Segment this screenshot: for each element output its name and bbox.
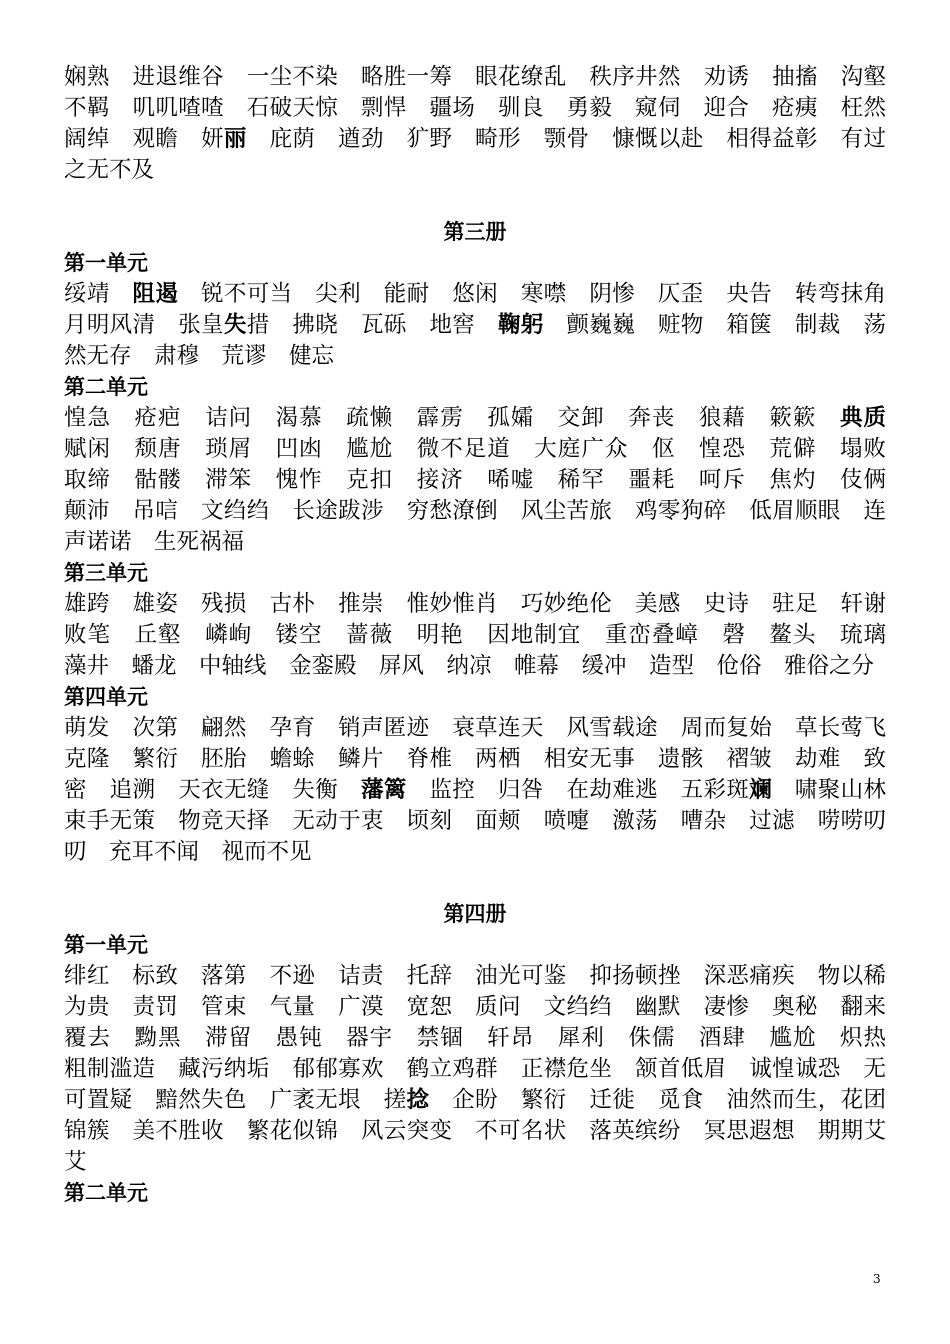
word-run: 企盼 繁衍 迁徙 觅食 油然而生，花团锦簇 美不胜收 繁花似锦 风云突变 不可名状 落英缤纷 冥思遐想 期期艾艾 <box>64 1087 886 1175</box>
volume-3-unit-2-title: 第二单元 <box>64 375 148 399</box>
volume-3-unit-3-title: 第三单元 <box>64 561 148 585</box>
volume-3-unit-3-words <box>64 589 909 682</box>
volume-3-title: 第三册 <box>443 220 507 244</box>
word-run: 赋闲 颓唐 琐屑 凹凼 尴尬 微不足道 大庭广众 伛 惶恐 荒僻 塌败 取缔 骷髅 滞笨 愧怍 克扣 接济 唏嘘 稀罕 噩耗 呵斥 焦灼 伎俩 颠沛 吊唁 文绉绉 长途跋涉 穷愁潦倒 风尘苦旅 鸡零狗碎 低眉顺眼 连声诺诺 生死祸福 <box>64 405 909 555</box>
emphasized-word: 鞠躬 <box>497 312 544 338</box>
emphasized-word: 失 <box>223 312 247 338</box>
spacer <box>64 186 886 217</box>
emphasized-word: 斓 <box>749 777 773 803</box>
word-run: 颤巍巍 赃物 箱箧 制裁 荡然无存 肃穆 荒谬 健忘 <box>64 312 886 369</box>
emphasized-word: 藩篱 <box>360 777 407 803</box>
emphasized-word: 捻 <box>406 1087 430 1113</box>
volume-3-unit-2-words <box>64 403 909 558</box>
word-run: 措 拂晓 瓦砾 地窖 <box>246 312 498 338</box>
volume-3-unit-4-words <box>64 713 909 868</box>
emphasized-word: 阻遏 <box>132 281 179 307</box>
word-run: 惶急 疮疤 诘问 渴慕 疏懒 霹雳 孤孀 交卸 奔丧 狼藉 簌簌 <box>64 405 840 431</box>
volume-4-unit-1-title: 第一单元 <box>64 933 148 957</box>
volume-4-unit-2-title: 第二单元 <box>64 1181 148 1205</box>
spacer <box>64 868 886 899</box>
word-run: 雄跨 雄姿 残损 古朴 推崇 惟妙惟肖 巧妙绝伦 美感 史诗 驻足 轩谢 败笔 丘壑 嶙峋 镂空 蔷薇 明艳 因地制宜 重峦叠嶂 磬 鳌头 琉璃 藻井 蟠龙 中轴线 金銮殿 屏风 纳凉 帷幕 缓冲 造型 伧俗 雅俗之分 <box>64 591 909 679</box>
word-run: 萌发 次第 翩然 孕育 销声匿迹 衰草连天 风雪载途 周而复始 草长莺飞 克隆 繁衍 胚胎 蟾蜍 鳞片 脊椎 两栖 相安无事 遗骸 褶皱 劫难 致密 追溯 天衣无缝 失衡 <box>64 715 909 803</box>
volume-3-unit-1-title: 第一单元 <box>64 251 148 275</box>
word-run: 庇荫 遒劲 犷野 畸形 颚骨 慷慨以赴 相得益彰 有过之无不及 <box>64 126 886 183</box>
word-run: 绯红 标致 落第 不逊 诘责 托辞 油光可鉴 抑扬顿挫 深恶痛疾 物以稀为贵 责罚 管束 气量 广漠 宽恕 质问 文绉绉 幽默 凄惨 奥秘 翻来覆去 黝黑 滞留 愚钝 器宇 禁锢 轩昂 犀利 侏儒 酒肆 尴尬 炽热 粗制滥造 藏污纳垢 郁郁寡欢 鹤立鸡群 正襟危坐 颔首低眉 诚惶诚恐 无可置疑 黯然失色 广袤无垠 搓 <box>64 963 909 1113</box>
word-run: 锐不可当 尖利 能耐 悠闲 寒噤 阴惨 仄歪 央告 转弯抹角 月明风清 张皇 <box>64 281 909 338</box>
volume-4-title: 第四册 <box>443 902 507 926</box>
intro-word-list <box>64 62 909 186</box>
word-run: 监控 归咎 在劫难逃 五彩斑 <box>406 777 750 803</box>
word-run: 啸聚山林 束手无策 物竞天择 无动于衷 顷刻 面颊 喷嚏 激荡 嘈杂 过滤 唠唠叨叨 充耳不闻 视而不见 <box>64 777 909 865</box>
word-run: 绥靖 <box>64 281 133 307</box>
page-number: 3 <box>873 1272 881 1286</box>
volume-3-unit-1-words <box>64 279 909 372</box>
emphasized-word: 典质 <box>839 405 886 431</box>
document-page <box>64 62 909 1209</box>
volume-3-unit-4-title: 第四单元 <box>64 685 148 709</box>
emphasized-word: 丽 <box>223 126 247 152</box>
word-run: 娴熟 进退维谷 一尘不染 略胜一筹 眼花缭乱 秩序井然 劝诱 抽搐 沟壑 不羁 叽叽喳喳 石破天惊 剽悍 疆场 驯良 勇毅 窥伺 迎合 疮痍 枉然 阔绰 观瞻 妍 <box>64 64 909 152</box>
volume-4-unit-1-words <box>64 961 909 1178</box>
